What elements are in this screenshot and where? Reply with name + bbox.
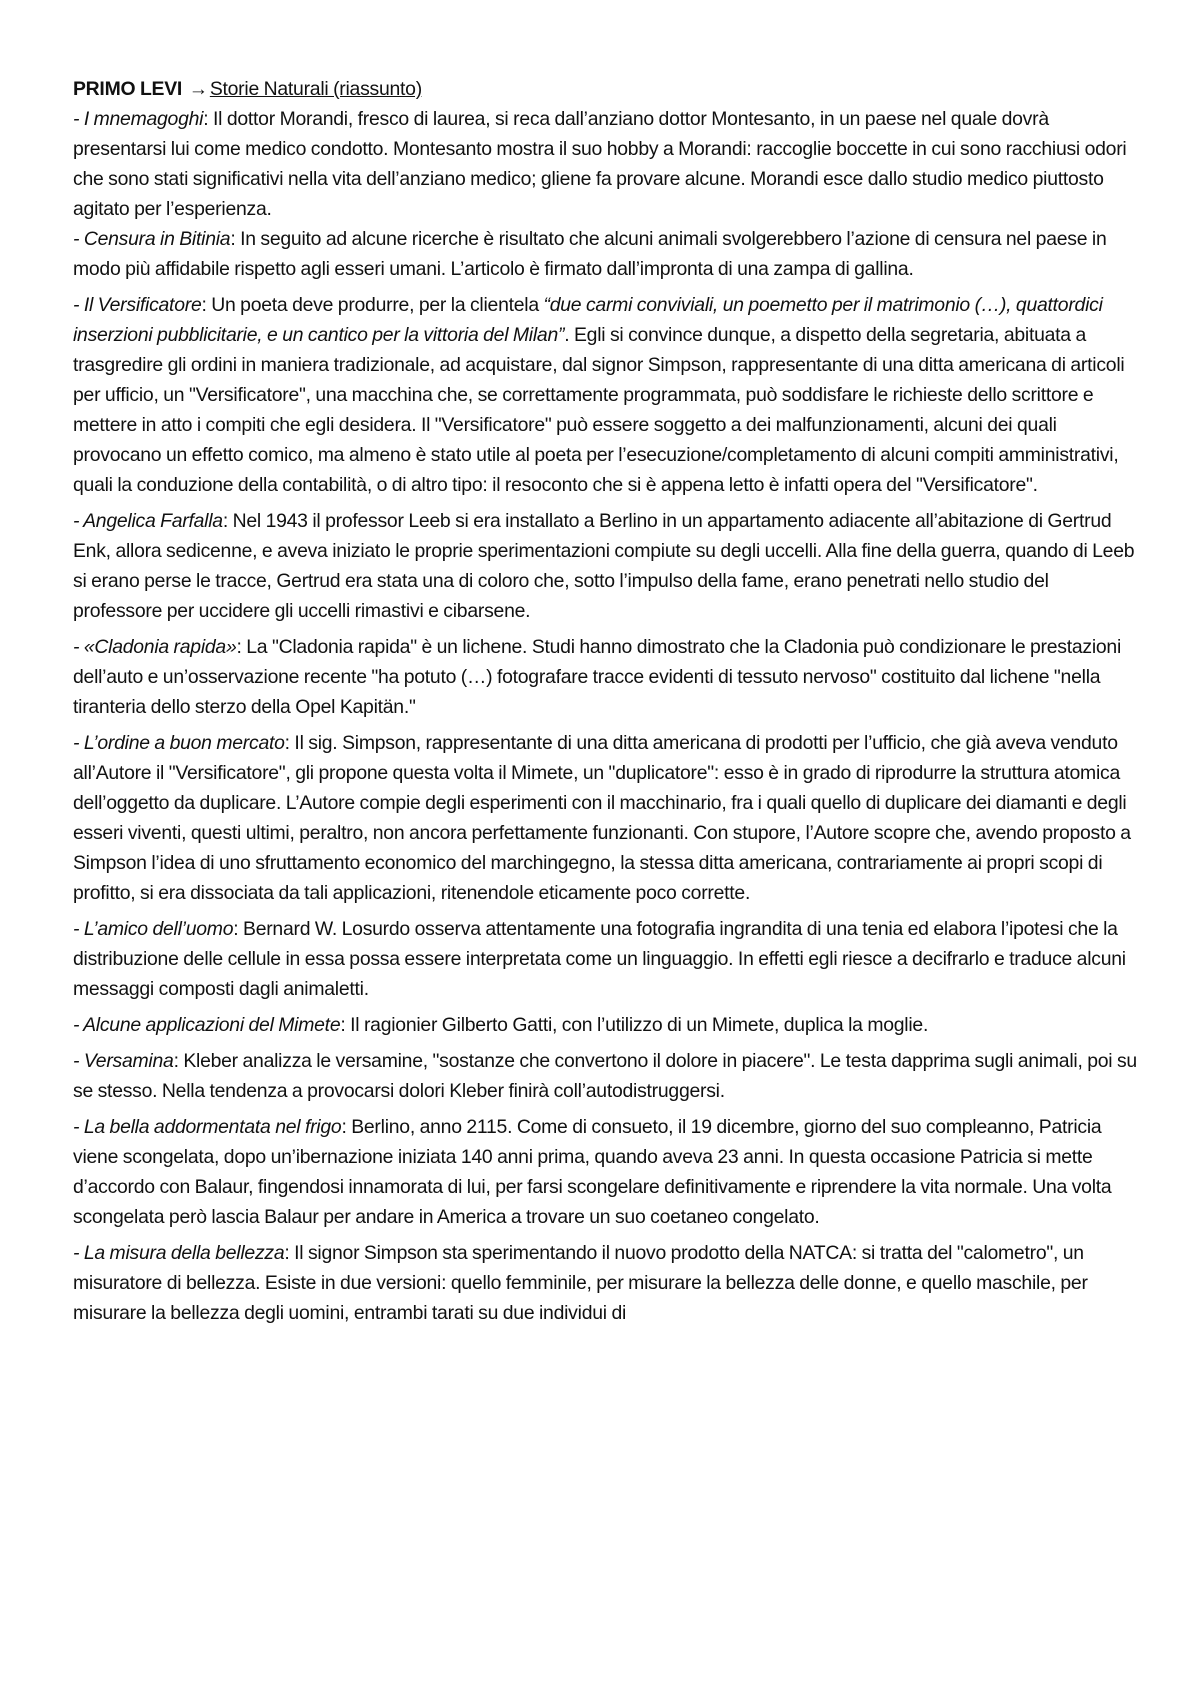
right-arrow-icon: → — [188, 78, 208, 100]
entry-title: - L’ordine a buon mercato — [73, 732, 285, 754]
entry-title: - Censura in Bitinia — [73, 228, 231, 250]
summary-entry-censura — [73, 224, 1140, 284]
summary-entry-misura-bellezza — [73, 1238, 1140, 1328]
entry-text: : In seguito ad alcune ricerche è risultato che alcuni animali svolgerebbero l’azione di censura nel paese in modo più affidabile rispetto agli esseri umani. L’articolo è firmato dall’impronta di una zampa di gallina. — [73, 228, 1107, 280]
summary-entry-ordine-buon-mercato — [73, 728, 1140, 908]
entry-title: - L’amico dell’uomo — [73, 918, 234, 940]
entry-title: - Angelica Farfalla — [73, 510, 223, 532]
entry-text: : Bernard W. Losurdo osserva attentamente una fotografia ingrandita di una tenia ed elabora l’ipotesi che la distribuzione delle cellule in essa possa essere interpretata come un linguaggio. In effetti egli riesce a decifrarlo e traduce alcuni messaggi composti dagli animaletti. — [73, 918, 1126, 1000]
entry-title: - La misura della bellezza — [73, 1242, 285, 1264]
entry-text: : Un poeta deve produrre, per la clientela — [201, 294, 544, 316]
author-name: PRIMO LEVI — [73, 78, 183, 100]
entry-title: - La bella addormentata nel frigo — [73, 1116, 342, 1138]
entry-text: : La "Cladonia rapida" è un lichene. Studi hanno dimostrato che la Cladonia può condizionare le prestazioni dell’auto e un’osservazione recente "ha potuto (…) fotografare tracce evidenti di tessuto nervoso" costituito dal lichene "nella tiranteria dello sterzo della Opel Kapitän." — [73, 636, 1122, 718]
summary-entry-versificatore — [73, 290, 1140, 500]
entry-text: : Il signor Simpson sta sperimentando il nuovo prodotto della NATCA: si tratta del "calometro", un misuratore di bellezza. Esiste in due versioni: quello femminile, per misurare la bellezza delle donne, e quello maschile, per misurare la bellezza degli uomini, entrambi tarati su due individui di — [73, 1242, 1088, 1324]
summary-entry-cladonia-rapida — [73, 632, 1140, 722]
entry-text: : Il sig. Simpson, rappresentante di una ditta americana di prodotti per l’ufficio, che già aveva venduto all’Autore il "Versificatore", gli propone questa volta il Mimete, un "duplicatore": esso è in grado di riprodurre la struttura atomica dell’oggetto da duplicare. L’Autore compie degli esperimenti con il macchinario, fra i quali quello di duplicare dei diamanti e degli esseri viventi, questi ultimi, peraltro, non ancora perfettamente funzionanti. Con stupore, l’Autore scopre che, avendo proposto a Simpson l’idea di uno sfruttamento economico del marchingegno, la stessa ditta americana, contrariamente ai propri scopi di profitto, si era dissociata da tali applicazioni, ritenendole eticamente poco corrette. — [73, 732, 1131, 904]
entry-title: - Versamina — [73, 1050, 174, 1072]
entry-quote: “due carmi conviviali, un poemetto per il matrimonio (…), quattordici inserzioni pubblicitarie, e un cantico per la vittoria del Milan” — [73, 294, 1103, 346]
entry-title: - Il Versificatore — [73, 294, 202, 316]
entry-text: : Berlino, anno 2115. Come di consueto, il 19 dicembre, giorno del suo compleanno, Patricia viene scongelata, dopo un’ibernazione iniziata 140 anni prima, quando aveva 23 anni. In questa occasione Patricia si mette d’accordo con Balaur, fingendosi innamorata di lui, per farsi scongelare definitivamente e riprendere la vita normale. Una volta scongelata però lascia Balaur per andare in America a trovare un suo coetaneo congelato. — [73, 1116, 1112, 1228]
summary-entry-amico-uomo — [73, 914, 1140, 1004]
entry-title: - Alcune applicazioni del Mimete — [73, 1014, 341, 1036]
document-title: Storie Naturali (riassunto) — [209, 78, 422, 100]
summary-entry-angelica-farfalla — [73, 506, 1140, 626]
document-heading — [73, 74, 1140, 104]
entry-text: : Il dottor Morandi, fresco di laurea, si reca dall’anziano dottor Montesanto, in un paese nel quale dovrà presentarsi lui come medico condotto. Montesanto mostra il suo hobby a Morandi: raccoglie boccette in cui sono racchiusi odori che sono stati significativi nella vita dell’anziano medico; gliene fa provare alcune. Morandi esce dallo studio medico piuttosto agitato per l’esperienza. — [73, 108, 1127, 220]
entry-text: : Kleber analizza le versamine, "sostanze che convertono il dolore in piacere". Le testa dapprima sugli animali, poi su se stesso. Nella tendenza a provocarsi dolori Kleber finirà coll’autodistruggersi. — [73, 1050, 1137, 1102]
summary-entry-bella-addormentata — [73, 1112, 1140, 1232]
entry-text: : Il ragionier Gilberto Gatti, con l’utilizzo di un Mimete, duplica la moglie. — [340, 1014, 929, 1036]
entry-text: . Egli si convince dunque, a dispetto della segretaria, abituata a trasgredire gli ordini in maniera tradizionale, ad acquistare, dal signor Simpson, rappresentante di una ditta americana di articoli per ufficio, un "Versificatore", una macchina che, se correttamente programmata, può soddisfare le richieste dello scrittore e mettere in atto i compiti che egli desidera. Il "Versificatore" può essere soggetto a dei malfunzionamenti, alcuni dei quali provocano un effetto comico, ma almeno è stato utile al poeta per l’esecuzione/completamento di alcuni compiti amministrativi, quali la conduzione della contabilità, o di altro tipo: il resoconto che si è appena letto è infatti opera del "Versificatore". — [73, 324, 1125, 496]
summary-entry-applicazioni-mimete — [73, 1010, 1140, 1040]
entry-text: : Nel 1943 il professor Leeb si era installato a Berlino in un appartamento adiacente all’abitazione di Gertrud Enk, allora sedicenne, e aveva iniziato le proprie sperimentazioni compiute su degli uccelli. Alla fine della guerra, quando di Leeb si erano perse le tracce, Gertrud era stata una di coloro che, sotto l’impulso della fame, erano penetrati nello studio del professore per uccidere gli uccelli rimastivi e cibarsene. — [73, 510, 1135, 622]
entry-title: - I mnemagoghi — [73, 108, 204, 130]
summary-entry-mnemagoghi — [73, 104, 1140, 224]
summary-entry-versamina — [73, 1046, 1140, 1106]
entry-title: - «Cladonia rapida» — [73, 636, 237, 658]
